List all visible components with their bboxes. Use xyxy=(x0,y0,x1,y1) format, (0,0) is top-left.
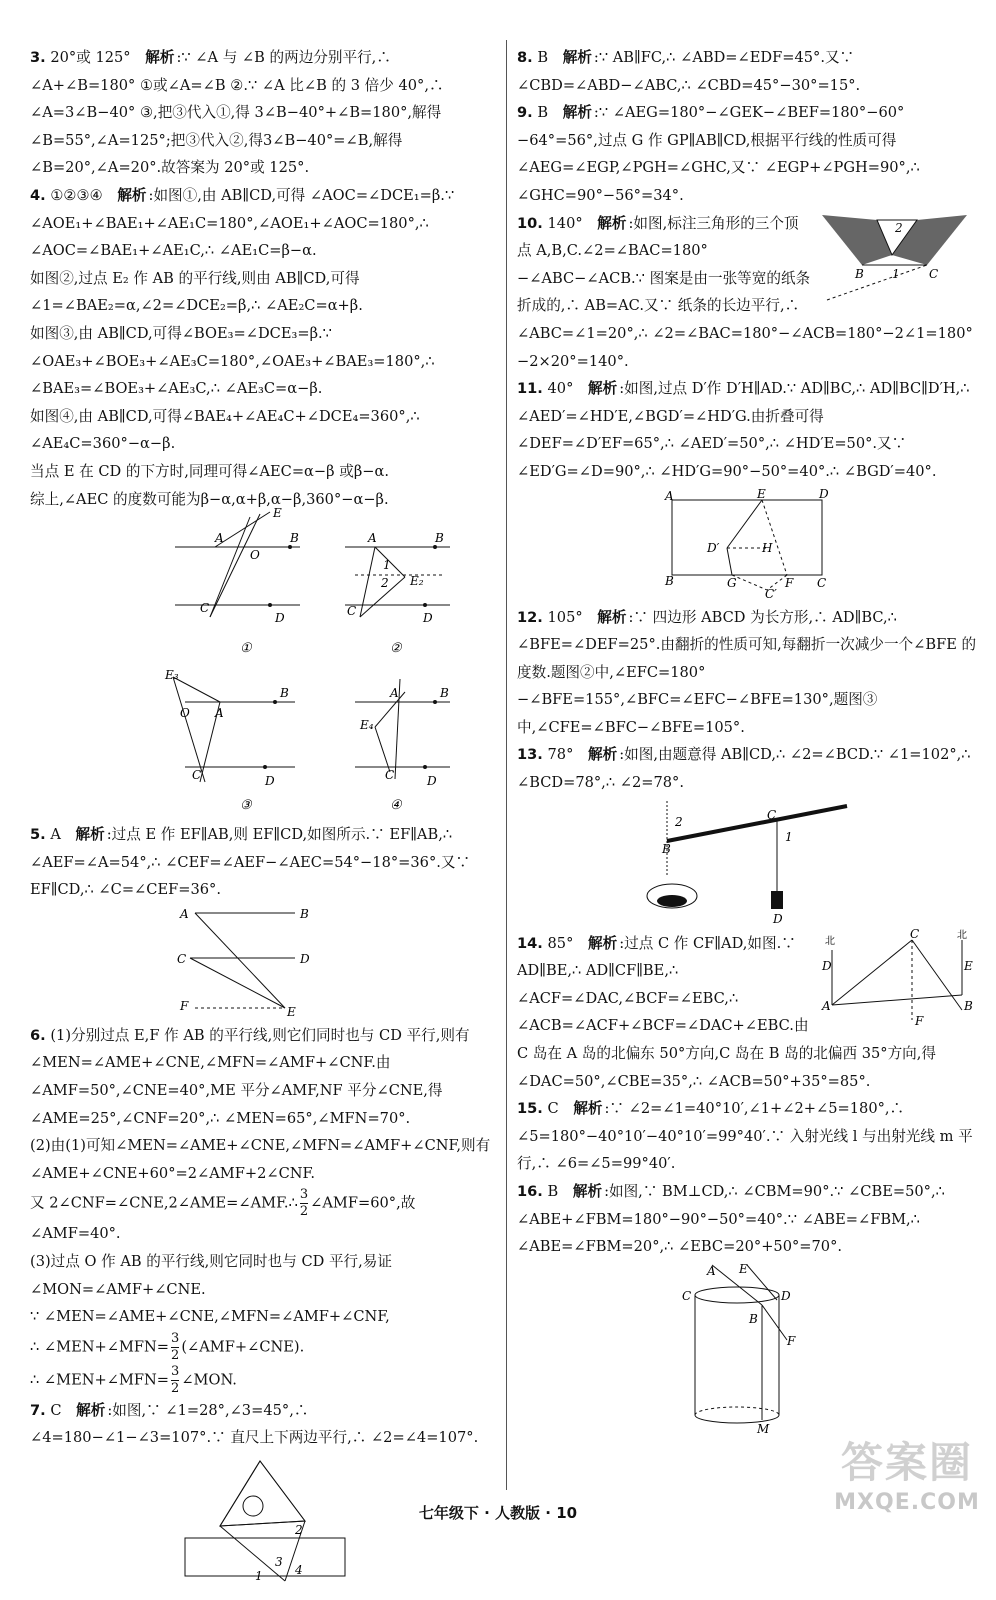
svg-text:3: 3 xyxy=(275,1555,283,1569)
svg-text:E: E xyxy=(287,1004,296,1019)
svg-text:A: A xyxy=(215,531,224,546)
svg-text:D: D xyxy=(275,611,285,626)
analysis-text: ∠MON. xyxy=(181,1371,237,1389)
analysis-text: :∵ AB∥FC,∴ ∠ABD=∠EDF=45°.又∵ ∠CBD=∠ABD−∠ABC,∴ ∠CBD=45°−30°=15°. xyxy=(517,49,861,94)
question-number: 13. xyxy=(517,746,543,764)
analysis-label: 解析 xyxy=(562,104,592,122)
svg-text:C: C xyxy=(767,807,777,822)
analysis-text: (1)分别过点 E,F 作 AB 的平行线,则它们同时也与 CD 平行,则有∠MEN=∠AME+∠CNE,∠MFN=∠AMF+∠CNF.由∠AMF=50°,∠CNE=40°,ME 平分∠AMF,NF 平分∠CNE,得∠AME=25°,∠CNF=20°,∴ ∠MEN=65°,∠MFN=70°. xyxy=(30,1026,470,1127)
question-number: 7. xyxy=(30,1401,46,1419)
svg-text:B: B xyxy=(665,573,674,588)
north-label: 北 xyxy=(957,929,967,941)
denominator: 2 xyxy=(171,1380,180,1396)
analysis-text: :∵ ∠2=∠1=40°10′,∠1+∠2+∠5=180°,∴ ∠5=180°−40°10′−40°10′=99°40′.∵ 入射光线 l 与出射光线 m 平行,∴ ∠6=∠5=99°40′. xyxy=(517,1100,973,1173)
analysis-label: 解析 xyxy=(562,49,592,66)
analysis-text: :∵ ∠A 与 ∠B 的两边分别平行,∴ ∠A+∠B=180° ①或∠A=∠B ②.∵ ∠A 比∠B 的 3 倍少 40°,∴ ∠A=3∠B−40° ③,把③代入①,得 3∠B−40°+∠B=180°,解得∠B=55°,∠A=125°;把③代入②,得3∠B−40°=∠B,解得∠B=20°,∠A=20°.故答案为 20°或 125°. xyxy=(30,49,444,177)
analysis-line: (2)由(1)可知∠MEN=∠AME+∠CNE,∠MFN=∠AMF+∠CNF,则有∠AME+∠CNE+60°=2∠AMF+2∠CNF. xyxy=(30,1137,491,1182)
svg-text:2: 2 xyxy=(381,576,389,591)
question-12 xyxy=(517,604,977,742)
watermark-en: MXQE.COM xyxy=(834,1490,980,1515)
analysis-text: :过点 C 作 CF∥AD,如图.∵ AD∥BE,∴ AD∥CF∥BE,∴ ∠ACF=∠DAC,∠BCF=∠EBC,∴ ∠ACB=∠ACF+∠BCF=∠DAC+∠EBC.由 C 岛在 A 岛的北偏东 50°方向,C 岛在 B 岛的北偏西 35°方向,得∠DAC=50°,∠CBE=35°,∴ ∠ACB=50°+35°=85°. xyxy=(517,934,937,1090)
svg-text:E₄: E₄ xyxy=(360,718,374,733)
analysis-text: :如图,∵ BM⊥CD,∴ ∠CBM=90°.∵ ∠CBE=50°,∴ ∠ABE+∠FBM=180°−90°−50°=40°.∵ ∠ABE=∠FBM,∴ ∠ABE=∠FBM=20°,∴ ∠EBC=20°+50°=70°. xyxy=(517,1183,945,1256)
svg-text:H: H xyxy=(762,540,773,555)
question-4 xyxy=(30,182,500,817)
svg-text:A: A xyxy=(665,488,674,503)
analysis-label: 解析 xyxy=(573,1100,603,1118)
analysis-label: 解析 xyxy=(117,186,147,204)
fig-label-2: ② xyxy=(390,641,402,657)
question-15 xyxy=(517,1095,977,1178)
svg-text:D: D xyxy=(773,911,783,926)
answer: B xyxy=(537,104,549,122)
analysis-text: :如图,∵ ∠1=28°,∠3=45°,∴ ∠4=180−∠1−∠3=107°.∵ 直尺上下两边平行,∴ ∠2=∠4=107°. xyxy=(30,1401,479,1447)
page-footer: 七年级下 · 人教版 · 10 xyxy=(418,1504,578,1522)
question-number: 12. xyxy=(517,608,543,626)
analysis-line: 如图④,由 AB∥CD,可得∠BAE₄+∠AE₄C+∠DCE₄=360°,∴ ∠AE₄C=360°−α−β. xyxy=(30,407,420,453)
svg-text:A: A xyxy=(180,906,189,921)
analysis-text: 又 2∠CNF=∠CNE,2∠AME=∠AMF.∴ xyxy=(30,1194,298,1212)
svg-text:D: D xyxy=(822,958,832,973)
q7-figure xyxy=(175,1456,355,1596)
answer: 78° xyxy=(547,746,574,764)
q4-figure-1 xyxy=(175,506,300,625)
svg-text:F: F xyxy=(915,1013,924,1028)
watermark xyxy=(822,1430,992,1530)
fig-label-3: ③ xyxy=(240,798,252,814)
question-11 xyxy=(517,375,977,599)
watermark-cn: 答案圈 xyxy=(840,1438,973,1487)
analysis-label: 解析 xyxy=(597,608,627,626)
question-number: 6. xyxy=(30,1026,46,1044)
denominator: 2 xyxy=(299,1204,309,1220)
svg-text:1: 1 xyxy=(892,266,900,281)
svg-text:1: 1 xyxy=(383,558,391,573)
answer: 40° xyxy=(547,380,574,398)
svg-text:B: B xyxy=(964,998,973,1013)
svg-text:D: D xyxy=(300,951,310,966)
analysis-line: 综上,∠AEC 的度数可能为β−α,α+β,α−β,360°−α−β. xyxy=(30,490,389,508)
svg-text:E: E xyxy=(964,958,973,973)
analysis-label: 解析 xyxy=(76,1401,106,1419)
svg-text:B: B xyxy=(749,1311,758,1326)
analysis-text: ∴ ∠MEN+∠MFN= xyxy=(30,1371,170,1389)
q4-figures xyxy=(65,506,465,817)
q4-figure-2 xyxy=(345,531,450,625)
question-9 xyxy=(517,99,977,209)
question-number: 3. xyxy=(30,49,46,66)
svg-text:C: C xyxy=(177,951,187,966)
numerator: 3 xyxy=(171,1330,180,1346)
analysis-label: 解析 xyxy=(572,1183,603,1200)
analysis-line: ∵ ∠MEN=∠AME+∠CNE,∠MFN=∠AMF+∠CNF, xyxy=(30,1308,390,1326)
analysis-line: 当点 E 在 CD 的下方时,同理可得∠AEC=α−β 或β−α. xyxy=(30,462,389,480)
answer: C xyxy=(50,1401,62,1419)
analysis-line: (3)过点 O 作 AB 的平行线,则它同时也与 CD 平行,易证∠MON=∠AMF+∠CNE. xyxy=(30,1253,392,1298)
analysis-label: 解析 xyxy=(75,826,105,844)
svg-text:B: B xyxy=(290,531,299,546)
question-number: 14. xyxy=(517,934,543,952)
svg-text:C: C xyxy=(910,926,920,941)
analysis-label: 解析 xyxy=(597,214,627,232)
svg-text:A: A xyxy=(215,706,224,721)
svg-text:E: E xyxy=(739,1261,748,1276)
answer: 140° xyxy=(547,214,583,232)
question-number: 10. xyxy=(517,214,543,232)
svg-text:1: 1 xyxy=(255,1569,263,1583)
question-7 xyxy=(30,1397,500,1596)
q14-figure xyxy=(822,926,977,1040)
analysis-label: 解析 xyxy=(588,380,618,398)
question-10 xyxy=(517,210,977,376)
svg-text:C: C xyxy=(929,266,939,281)
svg-text:F: F xyxy=(180,998,189,1013)
answer: 105° xyxy=(547,608,583,626)
svg-text:F: F xyxy=(787,1333,796,1348)
left-column xyxy=(30,44,500,1600)
question-14 xyxy=(517,926,977,1096)
svg-text:1: 1 xyxy=(785,829,793,844)
svg-text:2: 2 xyxy=(895,220,903,235)
answer: 85° xyxy=(547,934,574,952)
svg-text:G: G xyxy=(727,575,737,590)
question-6 xyxy=(30,1022,500,1397)
analysis-label: 解析 xyxy=(145,49,175,66)
svg-text:D: D xyxy=(423,611,433,626)
svg-text:A: A xyxy=(822,998,831,1013)
svg-text:2: 2 xyxy=(675,814,683,829)
q10-figure xyxy=(817,210,977,310)
question-8 xyxy=(517,44,977,99)
right-column xyxy=(517,44,977,1439)
question-3 xyxy=(30,44,500,182)
svg-text:C: C xyxy=(192,768,202,783)
svg-text:B: B xyxy=(435,531,444,546)
fraction xyxy=(171,1331,179,1364)
question-number: 5. xyxy=(30,826,46,844)
question-number: 11. xyxy=(517,380,543,398)
answer: 20°或 125° xyxy=(50,49,131,66)
svg-text:4: 4 xyxy=(295,1563,303,1577)
svg-text:D: D xyxy=(265,774,275,789)
svg-text:D: D xyxy=(427,774,437,789)
svg-text:D: D xyxy=(819,486,829,501)
svg-text:F: F xyxy=(785,575,794,590)
svg-text:D′: D′ xyxy=(707,540,720,555)
analysis-text: ∠AMF=60°,故 xyxy=(310,1194,416,1212)
answer: B xyxy=(537,49,549,66)
analysis-text: :∵ 四边形 ABCD 为长方形,∴ AD∥BC,∴ ∠BFE=∠DEF=25°.由翻折的性质可知,每翻折一次减少一个∠BFE 的度数.题图②中,∠EFC=180°−∠BFE=155°,∠BFC=∠EFC−∠BFE=130°,题图③中,∠CFE=∠BFC−∠BFE=105°. xyxy=(517,608,977,736)
analysis-line: 如图②,过点 E₂ 作 AB 的平行线,则由 AB∥CD,可得∠1=∠BAE₂=α,∠2=∠DCE₂=β,∴ ∠AE₂C=α+β. xyxy=(30,269,363,315)
answer: A xyxy=(50,826,61,844)
analysis-text: (∠AMF+∠CNE). xyxy=(181,1338,305,1356)
svg-text:E: E xyxy=(273,506,282,521)
fig-label-1: ① xyxy=(240,641,252,657)
svg-text:C: C xyxy=(200,601,210,616)
svg-text:A: A xyxy=(707,1263,716,1278)
q16-figure xyxy=(677,1261,817,1436)
q4-figure-3 xyxy=(164,668,295,788)
denominator: 2 xyxy=(171,1347,180,1363)
svg-text:A: A xyxy=(368,531,377,546)
analysis-text: ∴ ∠MEN+∠MFN= xyxy=(30,1338,170,1356)
analysis-text: :如图,由题意得 AB∥CD,∴ ∠2=∠BCD.∵ ∠1=102°,∴ ∠BCD=78°,∴ ∠2=78°. xyxy=(517,746,971,792)
analysis-label: 解析 xyxy=(588,934,618,952)
svg-text:A: A xyxy=(390,686,399,701)
question-16 xyxy=(517,1178,977,1435)
analysis-text: :∵ ∠AEG=180°−∠GEK−∠BEF=180°−60°−64°=56°,过点 G 作 GP∥AB∥CD,根据平行线的性质可得∠AEG=∠EGP,∠PGH=∠GHC,又∵ ∠EGP+∠PGH=90°,∴ ∠GHC=90°−56°=34°. xyxy=(517,104,920,204)
north-label: 北 xyxy=(825,935,835,947)
answer: B xyxy=(547,1183,559,1200)
svg-text:B: B xyxy=(662,841,671,856)
fraction xyxy=(171,1364,179,1397)
svg-text:B: B xyxy=(440,686,449,701)
svg-text:2: 2 xyxy=(295,1523,303,1537)
numerator: 3 xyxy=(299,1187,309,1203)
q5-figure xyxy=(175,908,355,1018)
svg-text:B: B xyxy=(280,686,289,701)
fig-label-4: ④ xyxy=(390,798,402,814)
analysis-text: :如图,过点 D′作 D′H∥AD.∵ AD∥BC,∴ AD∥BC∥D′H,∴ ∠AED′=∠HD′E,∠BGD′=∠HD′G.由折叠可得∠DEF=∠D′EF=65°,∴ ∠AED′=50°,∴ ∠HD′E=50°.又∵ ∠ED′G=∠D=90°,∴ ∠HD′G=90°−50°=40°.∴ ∠BGD′=40°. xyxy=(517,380,970,480)
svg-text:M: M xyxy=(757,1421,770,1436)
fraction xyxy=(300,1187,308,1220)
svg-text:B: B xyxy=(855,266,864,281)
question-13 xyxy=(517,741,977,925)
question-number: 4. xyxy=(30,186,46,204)
svg-text:O: O xyxy=(250,548,260,563)
svg-text:B: B xyxy=(300,906,309,921)
question-number: 8. xyxy=(517,49,533,66)
svg-text:O: O xyxy=(180,706,190,721)
question-number: 15. xyxy=(517,1100,543,1118)
analysis-text: :如图①,由 AB∥CD,可得 ∠AOC=∠DCE₁=β.∵ ∠AOE₁+∠BAE₁+∠AE₁C=180°,∠AOE₁+∠AOC=180°,∴ ∠AOC=∠BAE₁+∠AE₁C,∴ ∠AE₁C=β−α. xyxy=(30,186,455,260)
q13-figure xyxy=(637,801,857,926)
analysis-text: :如图,标注三角形的三个顶点 A,B,C.∠2=∠BAC=180°−∠ABC−∠ACB.∵ 图案是由一张等宽的纸条折成的,∴ AB=AC.又∵ 纸条的长边平行,∴ ∠ABC=∠1=20°,∴ ∠2=∠BAC=180°−∠ACB=180°−2∠1=180°−2×20°=140°. xyxy=(517,214,973,370)
svg-text:C′: C′ xyxy=(765,586,777,601)
analysis-text: :过点 E 作 EF∥AB,则 EF∥CD,如图所示.∵ EF∥AB,∴ ∠AEF=∠A=54°,∴ ∠CEF=∠AEF−∠AEC=54°−18°=36°.又∵ EF∥CD,∴ ∠C=∠CEF=36°. xyxy=(30,826,471,899)
q4-figure-4 xyxy=(355,679,450,788)
svg-text:E: E xyxy=(757,486,766,501)
answer: ①②③④ xyxy=(50,186,103,204)
answer: C xyxy=(547,1100,559,1118)
svg-text:C: C xyxy=(682,1288,692,1303)
analysis-label: 解析 xyxy=(588,746,618,764)
q11-figure xyxy=(657,486,837,601)
svg-text:E₂: E₂ xyxy=(410,574,424,589)
question-5 xyxy=(30,821,500,1018)
svg-text:C: C xyxy=(817,575,827,590)
numerator: 3 xyxy=(171,1363,180,1379)
svg-text:D: D xyxy=(781,1288,791,1303)
svg-text:C: C xyxy=(347,604,357,619)
question-number: 9. xyxy=(517,104,533,122)
column-divider xyxy=(506,40,507,1490)
analysis-line: ∠AMF=40°. xyxy=(30,1225,121,1243)
svg-text:C: C xyxy=(385,768,395,783)
analysis-line: 如图③,由 AB∥CD,可得∠BOE₃=∠DCE₃=β.∵ ∠OAE₃+∠BOE₃+∠AE₃C=180°,∠OAE₃+∠BAE₃=180°,∴ ∠BAE₃=∠BOE₃+∠AE₃C,∴ ∠AE₃C=α−β. xyxy=(30,324,435,398)
question-number: 16. xyxy=(517,1183,543,1200)
svg-text:E₃: E₃ xyxy=(165,668,179,683)
